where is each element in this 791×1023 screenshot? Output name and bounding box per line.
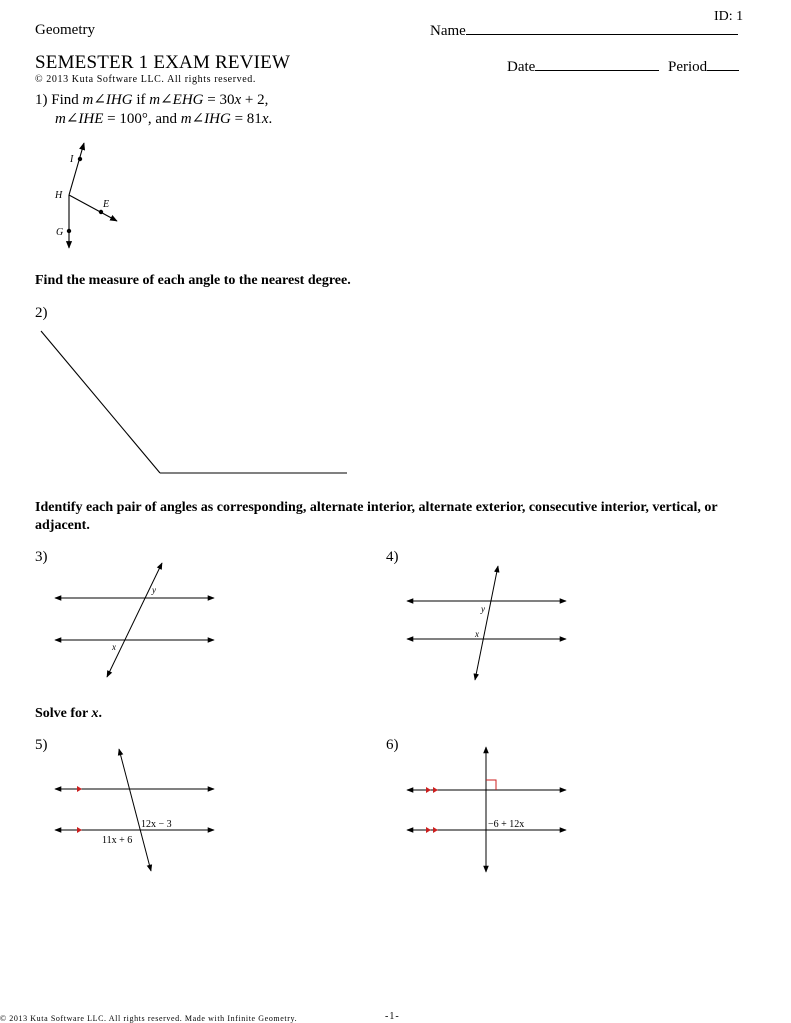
instruction-identify: Identify each pair of angles as corresponding, alternate interior, alternate exterior, consecutive interior, vertical, or adjacent. — [35, 500, 718, 533]
q6-parallel-marker-top-1 — [426, 787, 431, 793]
period-label: Period — [668, 59, 708, 75]
date-label: Date — [507, 59, 536, 75]
ray-hi — [69, 143, 84, 195]
page-title: SEMESTER 1 EXAM REVIEW — [35, 52, 291, 73]
q4-label-x: x — [475, 629, 479, 639]
q1-period: . — [268, 111, 273, 127]
q5-transversal — [119, 749, 151, 871]
q6-parallel-marker-bottom-1 — [426, 827, 431, 833]
q6-parallel-marker-top-2 — [433, 787, 438, 793]
label-g: G — [56, 227, 64, 238]
point-e — [99, 210, 103, 214]
q3-figure — [55, 563, 214, 677]
q6-expr: −6 + 12x — [488, 819, 525, 830]
instruction-measure: Find the measure of each angle to the nearest degree. — [35, 273, 351, 288]
q3-number: 3) — [35, 549, 48, 565]
q2-angle — [41, 331, 347, 473]
label-h: H — [55, 190, 63, 201]
q2-number: 2) — [35, 305, 48, 321]
solve-var: x — [91, 706, 99, 721]
q6-figure — [407, 747, 566, 872]
name-label: Name — [430, 23, 466, 39]
point-g — [67, 229, 71, 233]
q3-transversal — [107, 563, 162, 677]
q1-text-eq: = 30 — [203, 92, 235, 108]
instruction-solve — [35, 706, 102, 722]
q5-number: 5) — [35, 737, 48, 753]
solve-prefix: Solve for — [35, 706, 92, 721]
q4-number: 4) — [386, 549, 399, 565]
q4-figure — [407, 566, 566, 680]
q1-angle-ehg: m∠EHG — [149, 92, 204, 108]
q5-figure — [55, 749, 214, 871]
q5-parallel-marker-bottom — [77, 827, 82, 833]
q5-expr-upper: 12x − 3 — [141, 819, 172, 830]
q5-expr-lower: 11x + 6 — [102, 835, 133, 846]
q1-angle-ihe: m∠IHE — [55, 111, 104, 127]
q1-ihg-value: = 81 — [230, 111, 262, 127]
q1-ihe-value: = 100°, and — [103, 111, 181, 127]
q1-number: 1) — [35, 92, 48, 108]
solve-suffix: . — [98, 706, 103, 721]
q4-transversal — [475, 566, 498, 680]
q1-angle-ihg-2: m∠IHG — [180, 111, 231, 127]
label-i: I — [70, 154, 74, 165]
footer-copyright: © 2013 Kuta Software LLC. All rights reserved. Made with Infinite Geometry. — [0, 1014, 298, 1023]
ray-he — [69, 195, 117, 221]
q6-parallel-marker-bottom-2 — [433, 827, 438, 833]
q4-label-y: y — [481, 604, 485, 614]
q1-text-plus: + 2, — [241, 92, 269, 108]
q5-parallel-marker-top — [77, 786, 82, 792]
q1-angle-ihg: m∠IHG — [82, 92, 133, 108]
q6-number: 6) — [386, 737, 399, 753]
header-copyright: © 2013 Kuta Software LLC. All rights reserved. — [35, 74, 256, 85]
course-name: Geometry — [35, 22, 95, 38]
label-e: E — [103, 199, 110, 210]
page-number: -1- — [385, 1011, 400, 1022]
q1-var-x: x — [234, 92, 242, 108]
q1-var-x-2: x — [261, 111, 269, 127]
id-label: ID: 1 — [714, 9, 744, 24]
q1-figure — [69, 143, 117, 248]
q3-label-y: y — [152, 585, 156, 595]
point-i — [78, 157, 82, 161]
q1-text-if: if — [132, 92, 150, 108]
q3-label-x: x — [112, 642, 116, 652]
q1-find: Find — [51, 92, 79, 108]
q2-ray-1 — [41, 331, 160, 473]
q6-right-angle-marker — [486, 780, 496, 790]
